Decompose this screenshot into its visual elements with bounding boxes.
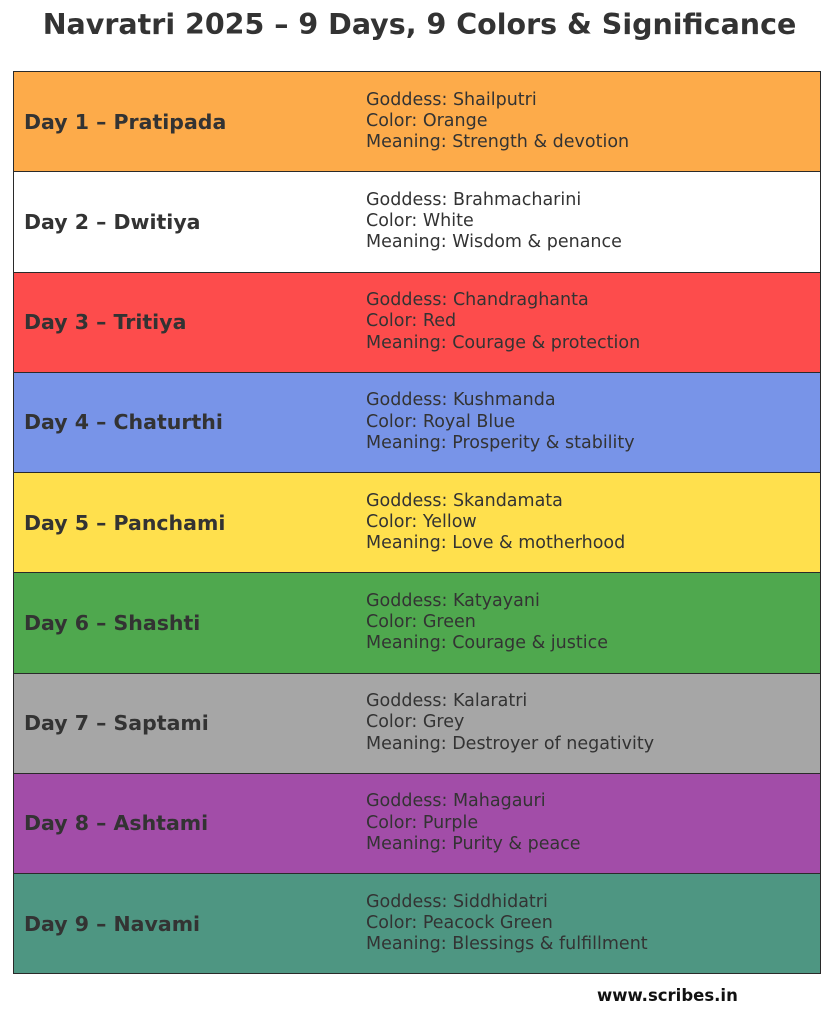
- table-row-day-6: [14, 573, 820, 673]
- meaning-text: Meaning: Purity & peace: [366, 834, 581, 855]
- day-details: [366, 691, 654, 755]
- goddess-text: Goddess: Skandamata: [366, 490, 563, 511]
- goddess-text: Goddess: Katyayani: [366, 590, 540, 611]
- day-label: Day 8 – Ashtami: [24, 811, 209, 836]
- table-row-day-4: [14, 373, 820, 473]
- goddess-text: Goddess: Kalaratri: [366, 691, 528, 712]
- day-details: [366, 491, 625, 555]
- color-text: Color: Grey: [366, 712, 465, 733]
- color-text: Color: White: [366, 211, 474, 232]
- table-row-day-5: [14, 473, 820, 573]
- meaning-text: Meaning: Courage & protection: [366, 332, 641, 353]
- table-row-day-2: [14, 172, 820, 272]
- meaning-text: Meaning: Courage & justice: [366, 633, 608, 654]
- table-row-day-7: [14, 674, 820, 774]
- day-label: Day 7 – Saptami: [24, 711, 209, 736]
- goddess-text: Goddess: Chandraghanta: [366, 290, 589, 311]
- table-row-day-8: [14, 774, 820, 874]
- day-label: Day 1 – Pratipada: [24, 109, 227, 134]
- table-row-day-3: [14, 273, 820, 373]
- color-text: Color: Orange: [366, 110, 488, 131]
- day-details: [366, 190, 622, 254]
- day-label: Day 2 – Dwitiya: [24, 209, 201, 234]
- meaning-text: Meaning: Prosperity & stability: [366, 433, 635, 454]
- goddess-text: Goddess: Brahmacharini: [366, 189, 582, 210]
- goddess-text: Goddess: Shailputri: [366, 89, 537, 110]
- meaning-text: Meaning: Wisdom & penance: [366, 232, 622, 253]
- meaning-text: Meaning: Love & motherhood: [366, 533, 626, 554]
- meaning-text: Meaning: Destroyer of negativity: [366, 733, 655, 754]
- table-row-day-9: [14, 874, 820, 974]
- color-text: Color: Peacock Green: [366, 912, 553, 933]
- color-text: Color: Royal Blue: [366, 411, 516, 432]
- table-row-day-1: [14, 72, 820, 172]
- goddess-text: Goddess: Mahagauri: [366, 791, 546, 812]
- meaning-text: Meaning: Strength & devotion: [366, 132, 630, 153]
- day-details: [366, 290, 640, 354]
- color-text: Color: Yellow: [366, 511, 477, 532]
- day-details: [366, 591, 608, 655]
- day-label: Day 3 – Tritiya: [24, 310, 187, 335]
- day-label: Day 6 – Shashti: [24, 610, 201, 635]
- day-label: Day 5 – Panchami: [24, 510, 226, 535]
- day-details: [366, 90, 629, 154]
- meaning-text: Meaning: Blessings & fulfillment: [366, 934, 648, 955]
- day-details: [366, 791, 581, 855]
- website-link[interactable]: www.scribes.in: [597, 986, 738, 1005]
- day-label: Day 9 – Navami: [24, 911, 201, 936]
- color-text: Color: Green: [366, 612, 476, 633]
- page-title: Navratri 2025 – 9 Days, 9 Colors & Significance: [42, 8, 797, 41]
- goddess-text: Goddess: Siddhidatri: [366, 891, 548, 912]
- color-text: Color: Red: [366, 311, 457, 332]
- day-label: Day 4 – Chaturthi: [24, 410, 223, 435]
- goddess-text: Goddess: Kushmanda: [366, 390, 556, 411]
- navratri-table: [13, 71, 821, 974]
- color-text: Color: Purple: [366, 812, 479, 833]
- day-details: [366, 892, 648, 956]
- day-details: [366, 390, 635, 454]
